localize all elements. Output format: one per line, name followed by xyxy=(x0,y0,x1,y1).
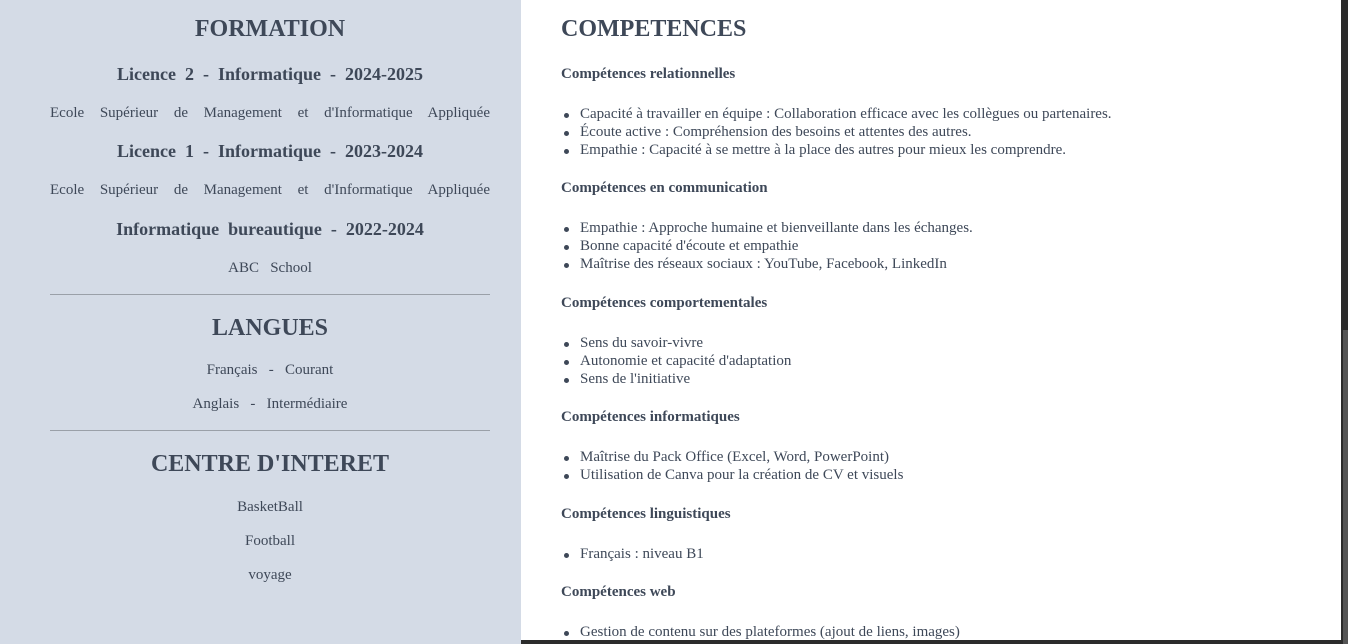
list-item: Sens de l'initiative xyxy=(561,370,791,388)
list-item: Maîtrise des réseaux sociaux : YouTube, Facebook, LinkedIn xyxy=(561,255,973,273)
list-item: Autonomie et capacité d'adaptation xyxy=(561,352,791,370)
formation-degree: Licence 1 - Informatique - 2023-2024 xyxy=(117,141,423,161)
section-divider xyxy=(50,294,490,295)
list-item: Écoute active : Compréhension des besoins et attentes des autres. xyxy=(561,123,1112,141)
left-column xyxy=(0,0,521,644)
competence-list xyxy=(561,545,704,563)
langues-title: LANGUES xyxy=(211,315,329,341)
section-divider xyxy=(50,430,490,431)
list-item: Bonne capacité d'écoute et empathie xyxy=(561,237,973,255)
right-column xyxy=(521,0,1341,640)
competence-list xyxy=(561,334,791,388)
competences-title: COMPETENCES xyxy=(561,16,747,42)
competence-list xyxy=(561,105,1112,159)
list-item: Gestion de contenu sur des plateformes (ajout de liens, images) xyxy=(561,623,960,641)
interets-title: CENTRE D'INTERET xyxy=(150,451,390,477)
competence-group-title: Compétences en communication xyxy=(561,180,768,196)
langue-item: Français - Courant xyxy=(206,362,334,378)
competence-group-title: Compétences linguistiques xyxy=(561,506,731,522)
scrollbar[interactable] xyxy=(1343,330,1348,644)
formation-degree: Licence 2 - Informatique - 2024-2025 xyxy=(117,64,423,84)
competence-group-title: Compétences web xyxy=(561,584,676,600)
list-item: Français : niveau B1 xyxy=(561,545,704,563)
list-item: Capacité à travailler en équipe : Collaboration efficace avec les collègues ou partenaires. xyxy=(561,105,1112,123)
list-item: Sens du savoir-vivre xyxy=(561,334,791,352)
list-item: Empathie : Approche humaine et bienveillante dans les échanges. xyxy=(561,219,973,237)
list-item: Utilisation de Canva pour la création de CV et visuels xyxy=(561,466,903,484)
competence-group-title: Compétences informatiques xyxy=(561,409,740,425)
list-item: Maîtrise du Pack Office (Excel, Word, PowerPoint) xyxy=(561,448,903,466)
interet-item: Football xyxy=(244,533,295,549)
list-item: Empathie : Capacité à se mettre à la place des autres pour mieux les comprendre. xyxy=(561,141,1112,159)
formation-school: Ecole Supérieur de Management et d'Informatique Appliquée xyxy=(50,105,490,121)
interet-item: voyage xyxy=(248,567,292,583)
competence-group-title: Compétences relationnelles xyxy=(561,66,736,82)
competence-list xyxy=(561,623,960,641)
langue-item: Anglais - Intermédiaire xyxy=(192,396,348,412)
interet-item: BasketBall xyxy=(237,499,303,515)
competence-list xyxy=(561,219,973,273)
formation-title: FORMATION xyxy=(194,16,346,42)
competence-list xyxy=(561,448,903,484)
formation-degree: Informatique bureautique - 2022-2024 xyxy=(116,219,424,239)
competence-group-title: Compétences comportementales xyxy=(561,295,768,311)
formation-school: Ecole Supérieur de Management et d'Informatique Appliquée xyxy=(50,182,490,198)
formation-school: ABC School xyxy=(228,260,312,276)
